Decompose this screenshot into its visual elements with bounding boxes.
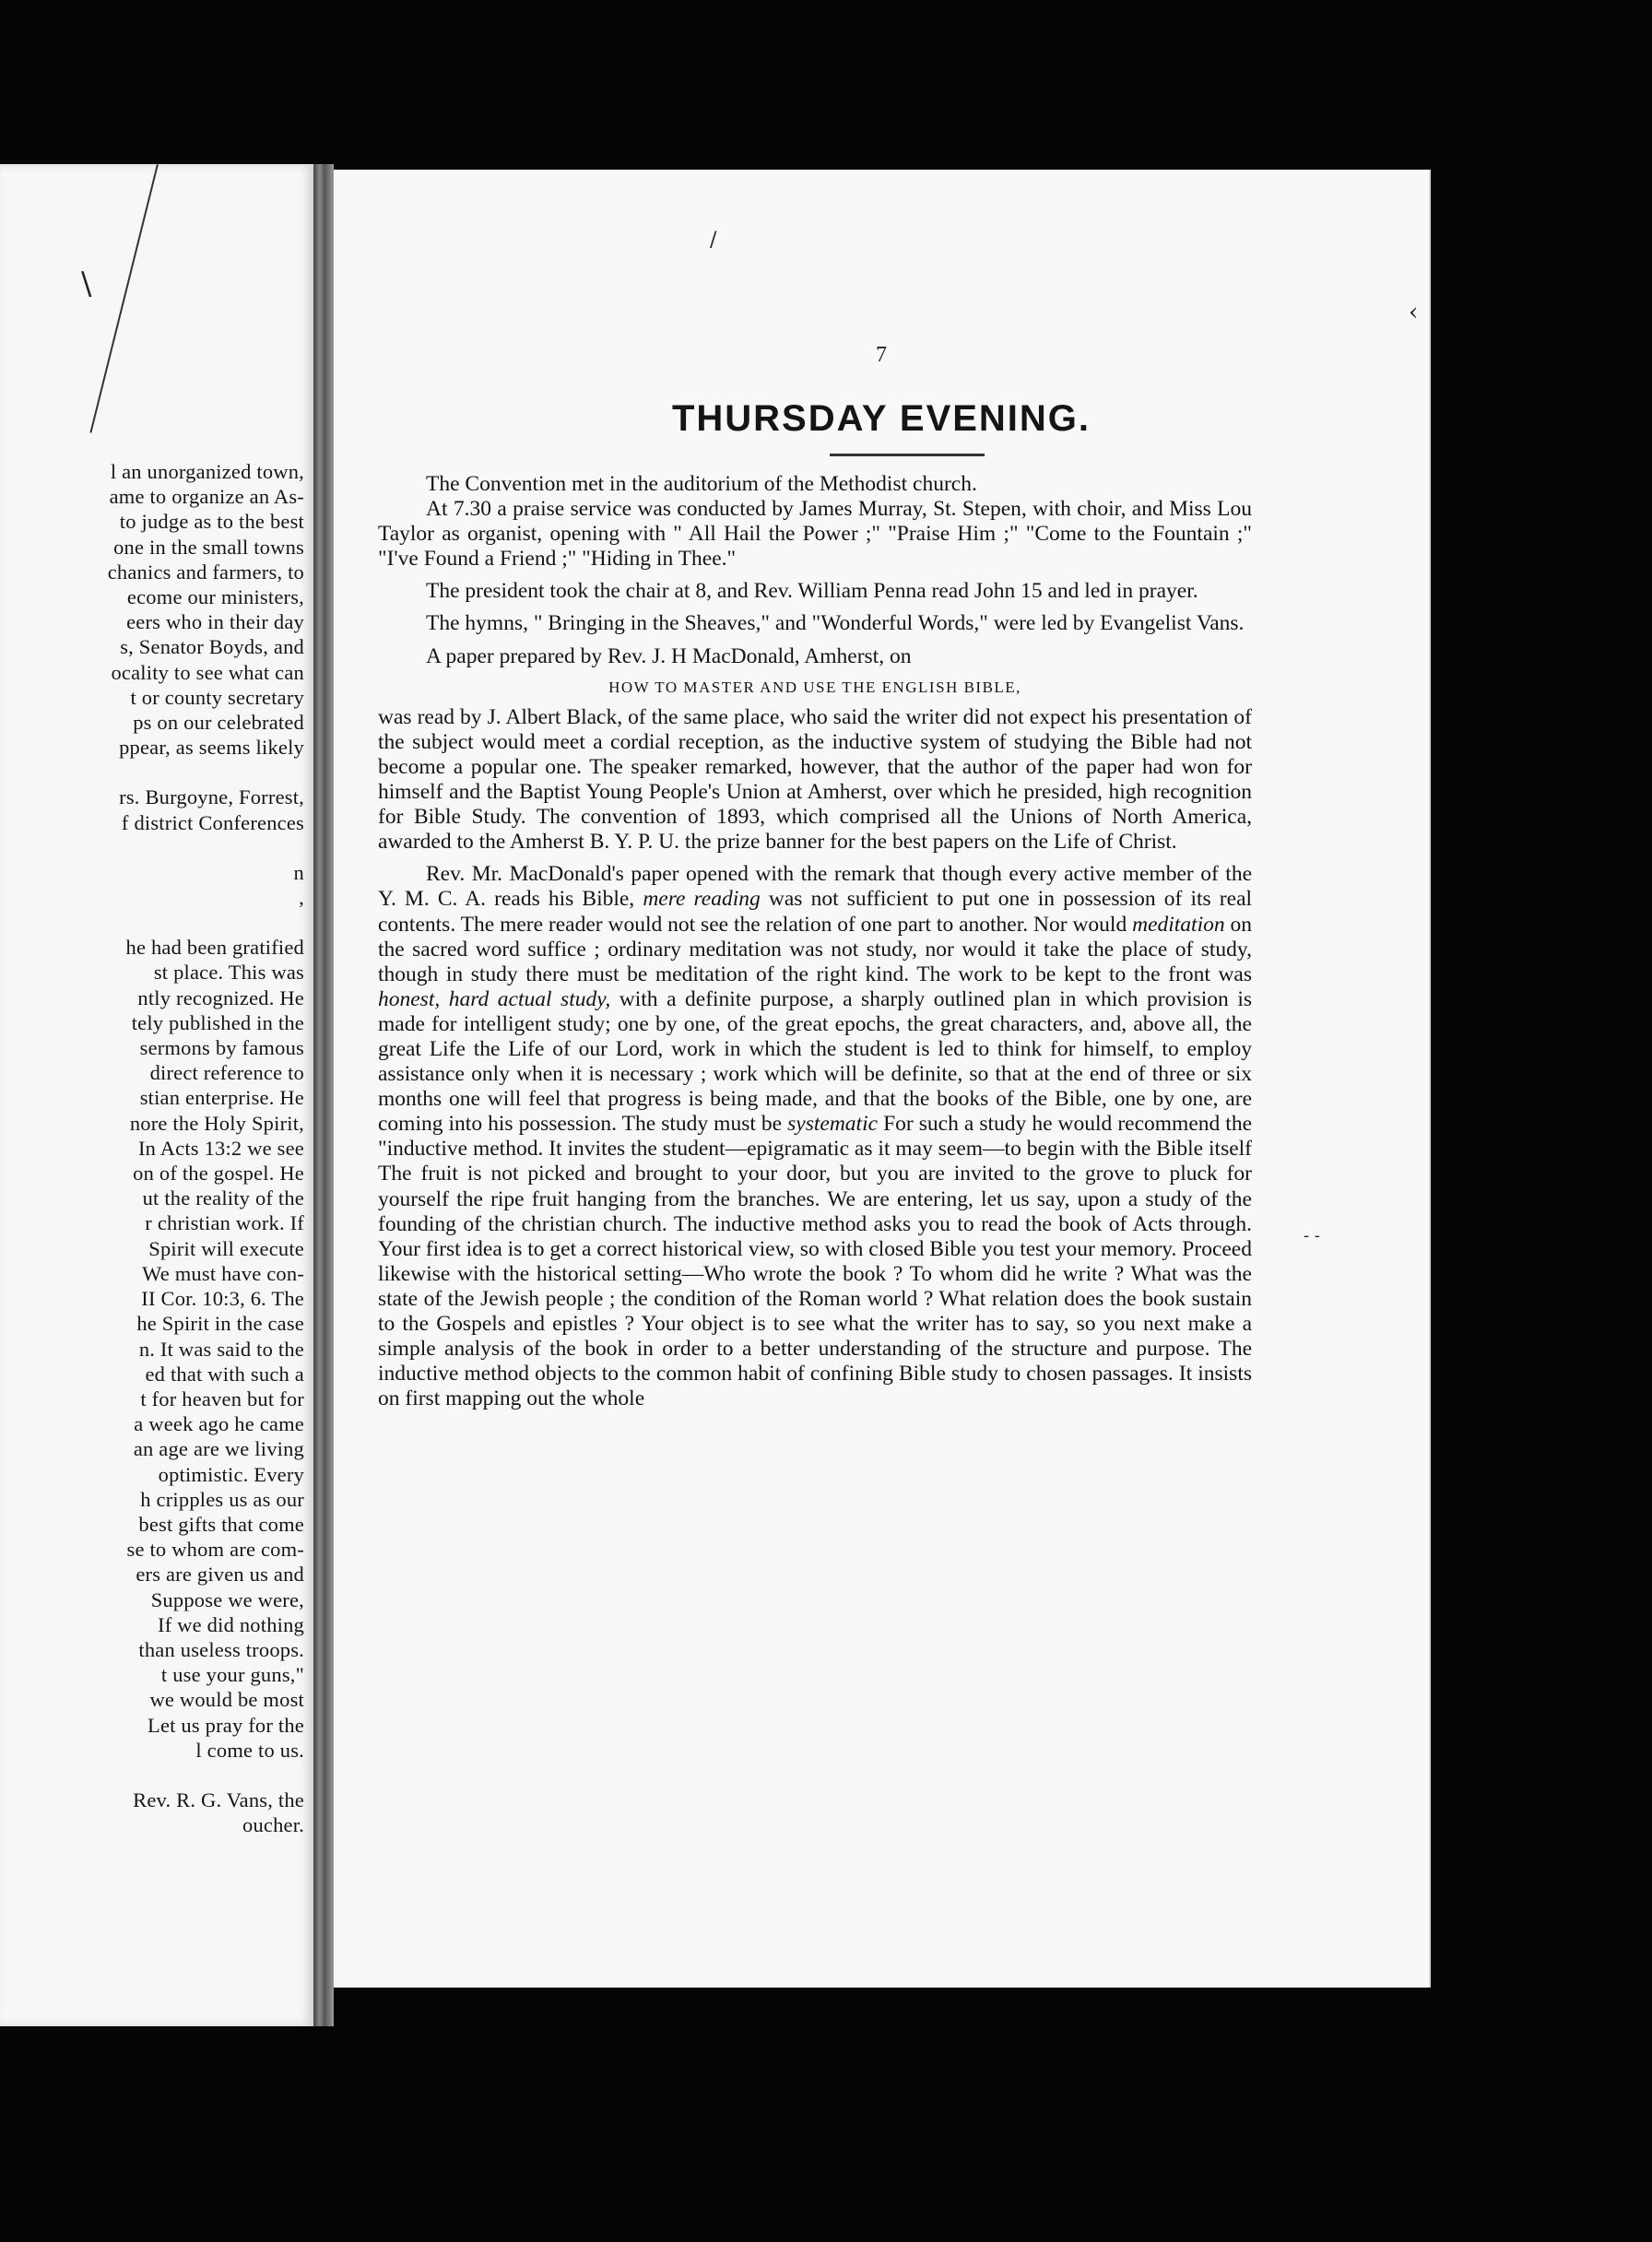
previous-page-line: direct reference to [149,1061,304,1085]
margin-bracket-mark: ‹ [1409,299,1419,326]
long-paragraph [378,862,1252,1411]
previous-page-line: ecome our ministers, [126,585,304,609]
previous-page-line: If we did nothing [158,1612,304,1636]
previous-page-line: ut the reality of the [142,1186,304,1210]
paragraph: The Convention met in the auditorium of the Methodist church. [426,472,977,496]
previous-page-line: In Acts 13:2 we see [137,1136,304,1160]
previous-page-line: t use your guns," [160,1663,304,1687]
margin-slash-mark: \ [81,266,92,302]
previous-page-line [0,760,304,785]
previous-page-line: to judge as to the best [119,510,304,534]
previous-page-line [0,1763,304,1788]
previous-page-line: ers are given us and [136,1563,304,1587]
text-run: was not sufficient to put one in possession of its real contents. The mere reader would not see the relation of one part to another. Nor would [378,887,1253,937]
previous-page-line: Rev. R. G. Vans, the [133,1788,304,1811]
previous-page-line: he had been gratified [125,936,304,960]
previous-page-line: chanics and farmers, to [107,560,304,584]
previous-page-line: n [293,860,304,884]
previous-page-line: tely published in the [131,1010,304,1034]
pen-stroke [89,164,159,433]
italic-run: honest, hard actual study, [378,986,611,1011]
previous-page-line: one in the small towns [113,535,304,559]
page-body [378,472,1252,1411]
previous-page-line: n. It was said to the [138,1337,304,1361]
paragraph: A paper prepared by Rev. J. H MacDonald, Amherst, on [426,643,912,668]
page-number: 7 [876,343,887,367]
previous-page-line [0,910,304,935]
paragraph: was read by J. Albert Black, of the same place, who said the writer did not expect his presentation of the subject would meet a cordial reception, as the inductive system of studying the Bible had not become a popular one. The speaker remarked, however, that the author of the paper had won for himself and the Baptist Young People's Union at Amherst, over which he presided, high recognition for Bible Study. The convention of 1893, which comprised all the Unions of North America, awarded to the Amherst B. Y. P. U. the prize banner for the best papers on the Life of Christ. [378,704,1252,855]
paragraph: The hymns, " Bringing in the Sheaves," and "Wonderful Words," were led by Evangelist Vans. [426,611,1245,636]
current-page [334,170,1429,1988]
margin-dash-mark: - - [1304,1226,1320,1245]
previous-page-line: Spirit will execute [148,1236,304,1260]
previous-page-line [0,835,304,860]
previous-page-line: nore the Holy Spirit, [129,1111,304,1135]
previous-page-line: a week ago he came [134,1412,304,1436]
previous-page-line: se to whom are com- [126,1538,304,1562]
paragraph: At 7.30 a praise service was conducted by James Murray, St. Stepen, with choir, and Miss Lou Taylor as organist, opening with " All Hail the Power ;" "Praise Him ;" "Come to the Fountain ;" "I've Found a Friend ;" "Hiding in Thee." [378,497,1252,572]
text-run: Rev. Mr. MacDonald's paper opened with the remark that though every active member of the Y. M. C. A. reads his Bible, [378,862,1252,912]
previous-page-line: on of the gospel. He [133,1162,304,1186]
previous-page-line: l an unorganized town, [110,460,304,483]
previous-page-line: rs. Burgoyne, Forrest, [119,785,304,809]
previous-page-line: oucher. [242,1813,304,1837]
previous-page-line: t or county secretary [130,685,304,709]
previous-page-line: ps on our celebrated [133,711,304,735]
previous-page-line: sermons by famous [139,1036,304,1060]
section-subheading: HOW TO MASTER AND USE THE ENGLISH BIBLE, [608,678,1021,696]
previous-page-line: h cripples us as our [140,1487,304,1511]
previous-page-line: stian enterprise. He [139,1086,304,1110]
previous-page-line: ppear, as seems likely [119,736,304,760]
previous-page-line: he Spirit in the case [136,1312,304,1336]
previous-page-fragment [0,164,313,2026]
previous-page-line: ame to organize an As- [109,485,304,509]
italic-run: meditation [1132,912,1225,937]
previous-page-line: We must have con- [142,1261,304,1285]
previous-page-line: l come to us. [195,1738,304,1762]
text-run: For such a study he would recommend the "inductive method. It invites the student—epigramatic as it may seem—to begin with the Bible itself The fruit is not picked and brought to your door, but you are invited to the grove to pluck for yourself the ripe fruit hanging from the branches. We are entering, let us say, upon a study of the founding of the christian church. The inductive method asks you to read the book of Acts through. Your first idea is to get a correct historical view, so with closed Bible you test your memory. Proceed likewise with the historical setting—Who wrote the book ? To whom did he write ? What was the state of the Jewish people ; the condition of the Roman world ? What relation does the book sustain to the Gospels and epistles ? Your object is to see what the writer has to say, so you next make a simple analysis of the book in order to a better understanding of the structure and purpose. The inductive method objects to the common habit of confining Bible study to chosen passages. It insists on first mapping out the whole [378,1112,1253,1411]
heading-rule [830,454,985,456]
page-heading: THURSDAY EVENING. [671,398,1092,439]
paragraph: The president took the chair at 8, and Rev. William Penna read John 15 and led in prayer. [426,579,1198,604]
previous-page-line: f district Conferences [121,810,304,834]
margin-tick-mark: / [710,229,717,252]
text-run: on the sacred word suffice ; ordinary meditation was not study, nor would it take the place of study, though in study there must be meditation of the right kind. The work to be kept to the front was [378,912,1253,986]
previous-page-line: t for heaven but for [140,1386,304,1410]
previous-page-text-column [0,459,304,1837]
previous-page-line: ed that with such a [145,1362,304,1386]
previous-page-line: r christian work. If [145,1211,304,1235]
previous-page-line: optimistic. Every [158,1462,304,1486]
previous-page-line: eers who in their day [126,610,304,634]
page-gutter [313,164,334,2026]
previous-page-line: ocality to see what can [111,660,304,684]
previous-page-line: best gifts that come [138,1512,304,1536]
previous-page-line: st place. This was [153,961,304,985]
previous-page-line: Let us pray for the [148,1713,304,1737]
previous-page-line: s, Senator Boyds, and [120,635,304,659]
previous-page-line: ntly recognized. He [137,985,304,1009]
previous-page-line: we would be most [149,1688,304,1712]
previous-page-line: than useless troops. [138,1637,304,1661]
previous-page-line: II Cor. 10:3, 6. The [141,1287,304,1311]
previous-page-line: an age are we living [133,1437,304,1461]
previous-page-line: , [299,886,304,910]
italic-run: mere reading [643,887,761,912]
text-run: with a definite purpose, a sharply outlined plan in which provision is made for intelligent study; one by one, of the great epochs, the great characters, and, above all, the great Life the Life of our Lord, work in which the student is led to think for himself, to employ assistance only when it is necessary ; work which will be definite, so that at the end of three or six months one will feel that progress is being made, and that the books of the Bible, one by one, are coming into his possession. The study must be [378,986,1252,1137]
italic-run: systematic [787,1112,879,1137]
previous-page-line: Suppose we were, [150,1587,304,1611]
